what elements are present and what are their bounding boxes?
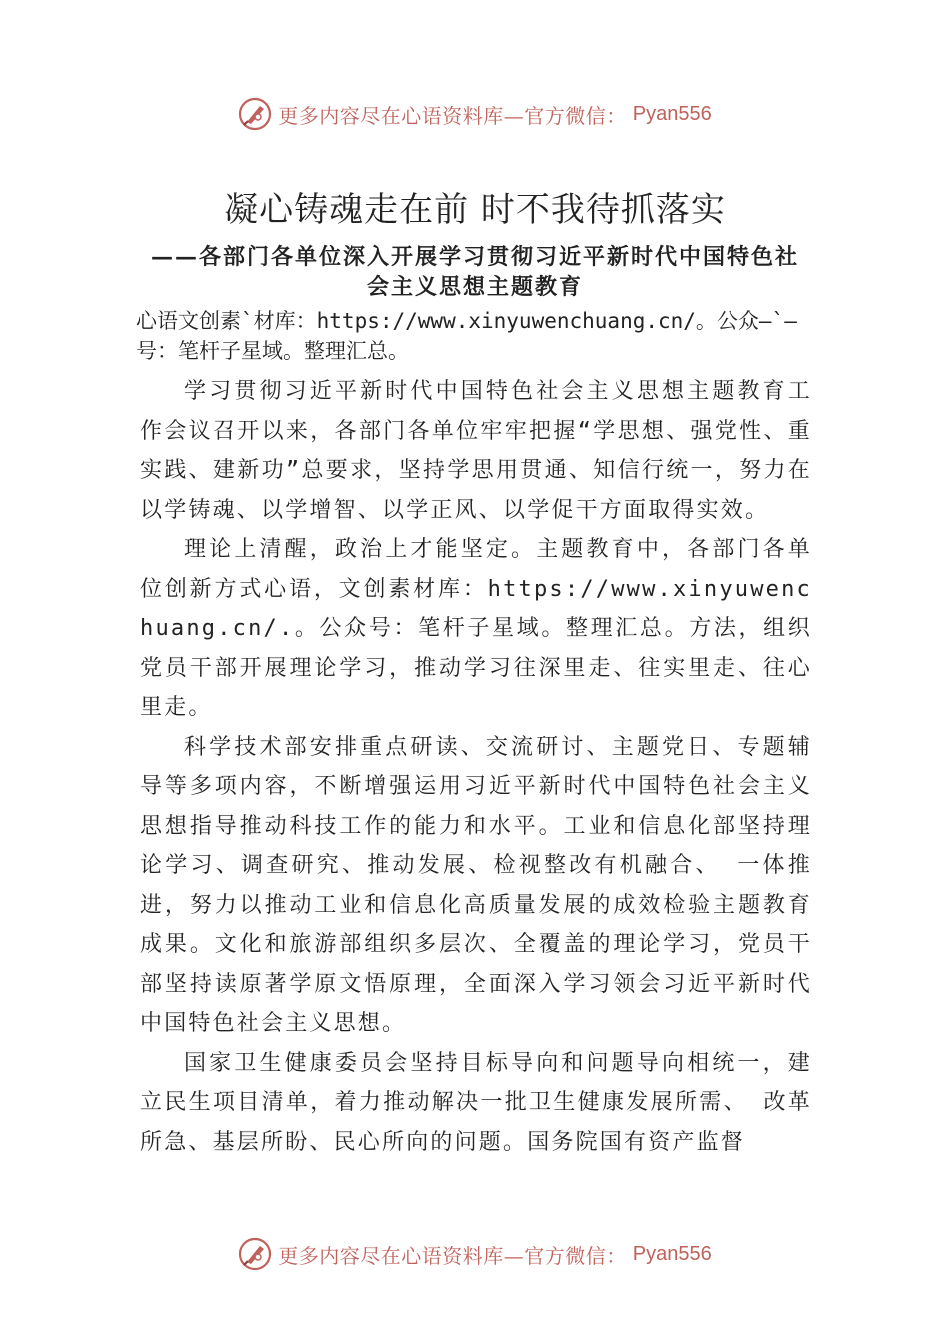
article-subtitle: ——各部门各单位深入开展学习贯彻习近平新时代中国特色社会主义思想主题教育 [150, 244, 799, 300]
banner-wechat-id: Pyan556 [632, 102, 712, 125]
quill-logo-icon [238, 1237, 272, 1271]
banner-wechat-id: Pyan556 [632, 1242, 712, 1265]
source-note: 心语文创素`材库：https://www.xinyuwenchuang.cn/。公众—`—号：笔杆子星域。整理汇总。 [136, 309, 797, 363]
article-body [136, 306, 812, 1162]
paragraph: 国家卫生健康委员会坚持目标导向和问题导向相统一，建立民生项目清单，着力推动解决一批卫生健康发展所需、 改革所急、基层所盼、民心所向的问题。国务院国有资产监督 [140, 1050, 812, 1155]
paragraph: 学习贯彻习近平新时代中国特色社会主义思想主题教育工作会议召开以来，各部门各单位牢牢把握“学思想、强党性、重实践、建新功”总要求，坚持学思用贯通、知信行统一，努力在以学铸魂、以学增智、以学正风、以学促干方面取得实效。 [140, 379, 812, 523]
paragraph: 理论上清醒，政治上才能坚定。主题教育中，各部门各单位创新方式心语，文创素材库：https://www.xinyuwenchuang.cn/.。公众号：笔杆子星域。整理汇总。方法，组织党员干部开展理论学习，推动学习往深里走、往实里走、往心里走。 [140, 537, 812, 720]
quill-logo-icon [238, 97, 272, 131]
paragraph: 科学技术部安排重点研读、交流研讨、主题党日、专题辅导等多项内容，不断增强运用习近平新时代中国特色社会主义思想指导推动科技工作的能力和水平。工业和信息化部坚持理论学习、调查研究、推动发展、检视整改有机融合、 一体推进，努力以推动工业和信息化高质量发展的成效检验主题教育成果。文化和旅游部组织多层次、全覆盖的理论学习，党员干部坚持读原著学原文悟原理，全面深入学习领会习近平新时代中国特色社会主义思想。 [140, 734, 812, 1036]
footer-banner [0, 1234, 950, 1274]
header-banner [0, 94, 950, 134]
banner-text: 更多内容尽在心语资料库—官方微信： [278, 1243, 627, 1268]
banner-text: 更多内容尽在心语资料库—官方微信： [278, 103, 627, 128]
article-title: 凝心铸魂走在前 时不我待抓落实 [224, 190, 726, 230]
